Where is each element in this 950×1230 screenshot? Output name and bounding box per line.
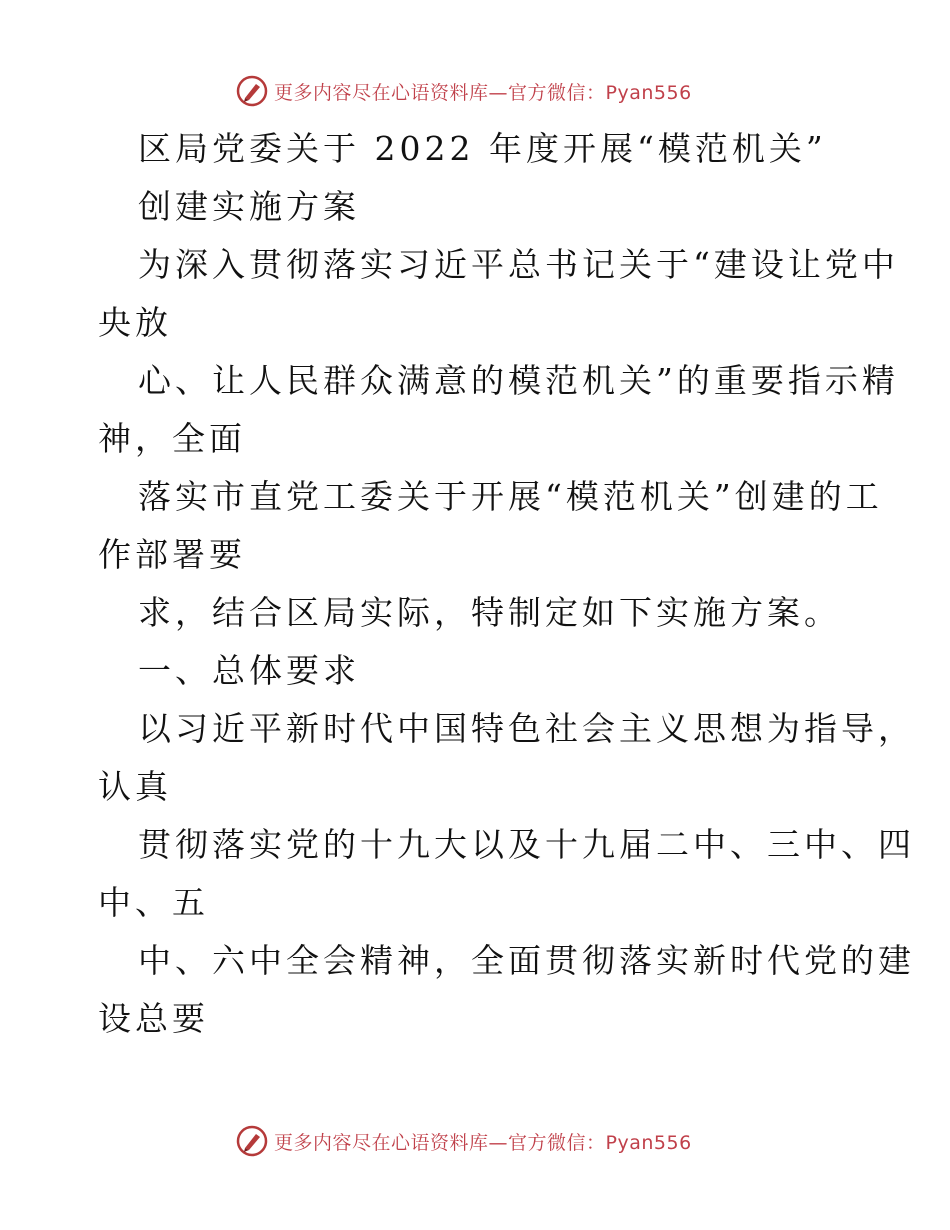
watermark-footer: [236, 1124, 692, 1158]
watermark-header: [236, 74, 692, 108]
watermark-text: 更多内容尽在心语资料库—官方微信：Pyan556: [274, 81, 692, 104]
paragraph-line: 设总要: [98, 999, 209, 1038]
paragraph-line: 落实市直党工委关于开展“模范机关”创建的工: [138, 477, 883, 516]
paragraph-line: 中、六中全会精神，全面贯彻落实新时代党的建: [138, 941, 915, 980]
paragraph-line: 央放: [98, 303, 172, 342]
paragraph-line: 中、五: [98, 883, 209, 922]
paragraph-line: 认真: [98, 767, 172, 806]
title-line-2: 创建实施方案: [138, 187, 360, 226]
watermark-text: 更多内容尽在心语资料库—官方微信：Pyan556: [274, 1131, 692, 1154]
paragraph-line: 贯彻落实党的十九大以及十九届二中、三中、四: [138, 825, 915, 864]
section-heading: 一、总体要求: [138, 651, 360, 690]
paragraph-line: 求，结合区局实际，特制定如下实施方案。: [138, 593, 841, 632]
paragraph-line: 作部署要: [98, 535, 246, 574]
pen-logo-icon: [236, 1125, 268, 1157]
title-line-1: 区局党委关于 2022 年度开展“模范机关”: [138, 129, 827, 168]
pen-logo-icon: [236, 75, 268, 107]
paragraph-line: 心、让人民群众满意的模范机关”的重要指示精: [138, 361, 899, 400]
paragraph-line: 以习近平新时代中国特色社会主义思想为指导，: [138, 709, 915, 748]
paragraph-line: 神，全面: [98, 419, 246, 458]
paragraph-line: 为深入贯彻落实习近平总书记关于“建设让党中: [138, 245, 899, 284]
document-body: [98, 120, 915, 1048]
